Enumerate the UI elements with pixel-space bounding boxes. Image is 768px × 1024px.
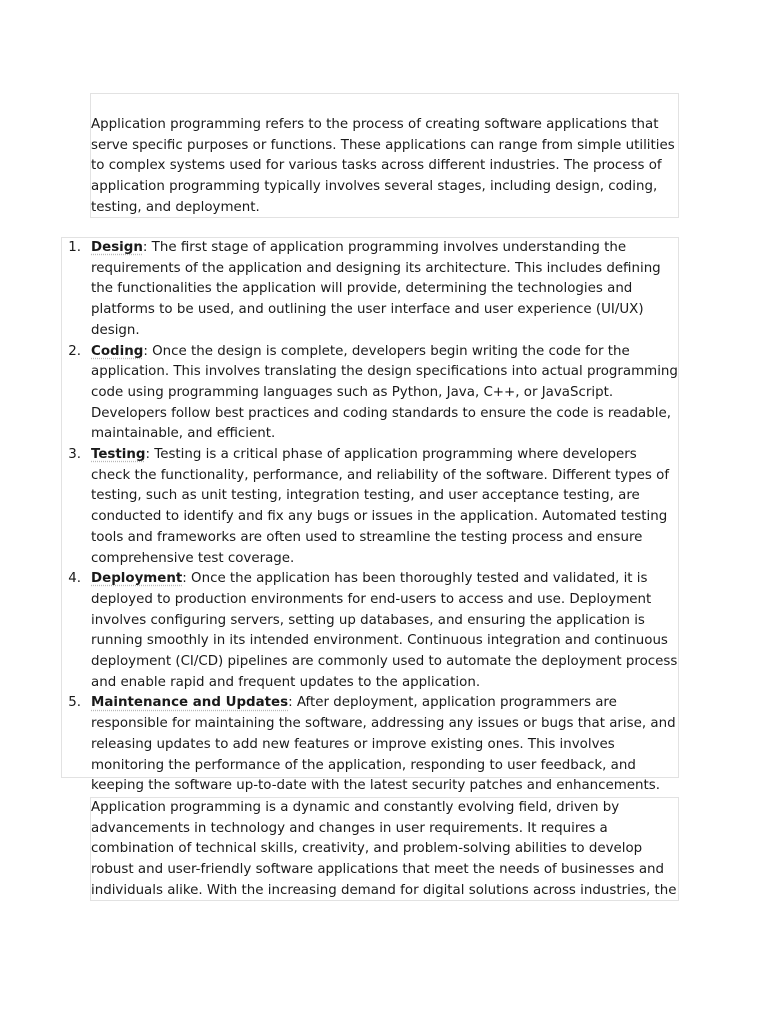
intro-paragraph-block bbox=[90, 93, 679, 218]
list-item-title: Testing bbox=[91, 447, 146, 463]
list-item-number: 3. bbox=[68, 447, 81, 463]
list-item-number: 1. bbox=[68, 240, 81, 255]
list-item-number: 5. bbox=[68, 695, 81, 711]
list-item-number: 4. bbox=[68, 571, 81, 587]
list-item-text: : After deployment, application programmers are responsible for maintaining the software, addressing any issues or bugs that arise, and releasing updates to add new features or improve existing ones. This involves monitoring the performance of the application, responding to user feedback, and keeping the software up-to-date with the latest security patches and enhancements. bbox=[91, 695, 676, 794]
list-item-text: : Once the design is complete, developers begin writing the code for the application. This involves translating the design specifications into actual programming code using programming languages such as Python, Java, C++, or JavaScript. Developers follow best practices and coding standards to ensure the code is readable, maintainable, and efficient. bbox=[91, 343, 678, 442]
list-item-testing bbox=[62, 445, 678, 569]
list-item-title: Design bbox=[91, 240, 143, 255]
list-item-number: 2. bbox=[68, 343, 81, 359]
closing-paragraph-block bbox=[90, 797, 679, 901]
closing-paragraph: Application programming is a dynamic and constantly evolving field, driven by advancements in technology and changes in user requirements. It requires a combination of technical skills, creativity, and problem-solving abilities to develop robust and user-friendly software applications that meet the needs of businesses and individuals alike. With the increasing demand for digital solutions across industries, the bbox=[91, 800, 677, 898]
list-item-coding bbox=[62, 342, 678, 446]
list-item-maintenance bbox=[62, 693, 678, 797]
list-item-design bbox=[62, 238, 678, 342]
list-item-deployment bbox=[62, 569, 678, 693]
list-item-title: Deployment bbox=[91, 571, 183, 587]
list-item-title: Maintenance and Updates bbox=[91, 695, 289, 711]
list-item-title: Coding bbox=[91, 343, 144, 359]
list-item-text: : Testing is a critical phase of application programming where developers check the functionality, performance, and reliability of the software. Different types of testing, such as unit testing, integration testing, and user acceptance testing, are conducted to identify and fix any bugs or issues in the application. Automated testing tools and frameworks are often used to streamline the testing process and ensure comprehensive test coverage. bbox=[91, 447, 670, 566]
stages-list bbox=[62, 238, 678, 797]
intro-paragraph: Application programming refers to the process of creating software applications that serve specific purposes or functions. These applications can range from simple utilities to complex systems used for various tasks across different industries. The process of application programming typically involves several stages, including design, coding, testing, and deployment. bbox=[91, 117, 675, 215]
list-item-text: : The first stage of application programming involves understanding the requirements of the application and designing its architecture. This includes defining the functionalities the application will provide, determining the technologies and platforms to be used, and outlining the user interface and user experience (UI/UX) design. bbox=[91, 240, 661, 338]
list-item-text: : Once the application has been thoroughly tested and validated, it is deployed to production environments for end-users to access and use. Deployment involves configuring servers, setting up databases, and ensuring the application is running smoothly in its intended environment. Continuous integration and continuous deployment (CI/CD) pipelines are commonly used to automate the deployment process and enable rapid and frequent updates to the application. bbox=[91, 571, 678, 690]
stages-list-block bbox=[61, 237, 679, 794]
